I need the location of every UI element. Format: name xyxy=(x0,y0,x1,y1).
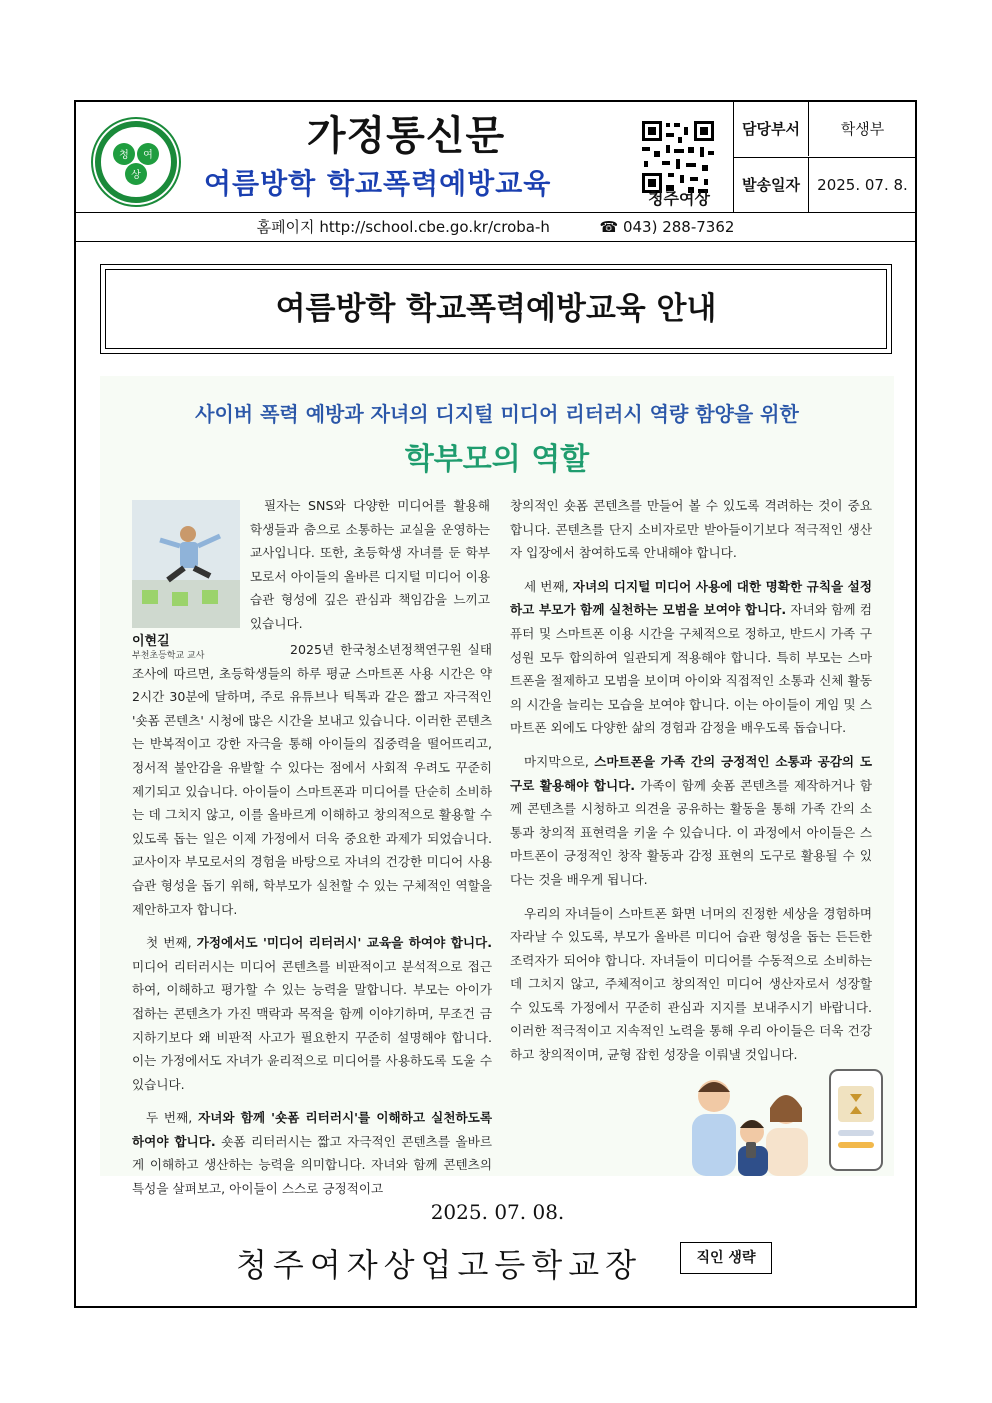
notice-title-box xyxy=(100,264,892,354)
paragraph-conclusion: 우리의 자녀들이 스마트폰 화면 너머의 진정한 세상을 경험하며 자라날 수 있도록, 부모가 올바른 미디어 습관 형성을 돕는 든든한 조력자가 되어야 합니다. 자녀들이 미디어를 수동적으로 소비하는 데 그치지 않고, 주체적이고 창의적인 미디어 생산자로서 성장할 수 있도록 가정에서 꾸준히 관심과 지지를 보내주시기 바랍니다. 이러한 적극적이고 지속적인 노력을 통해 우리 아이들은 더욱 건강하고 창의적이며, 균형 잡힌 성장을 이뤄낼 것입니다. xyxy=(510,905,872,1063)
contact-bar xyxy=(76,213,915,242)
dept-value: 학생부 xyxy=(840,120,885,138)
qr-label: 청주여상 xyxy=(648,189,710,208)
phone-number: 043) 288-7362 xyxy=(622,218,735,236)
homepage-label: 홈페이지 xyxy=(256,218,315,236)
dept-row xyxy=(734,102,916,156)
author-role: 부천초등학교 교사 xyxy=(132,651,205,661)
school-logo-icon xyxy=(90,116,182,208)
footer-date: 2025. 07. 08. xyxy=(430,1200,565,1224)
page-subtitle: 여름방학 학교폭력예방교육 xyxy=(204,167,552,200)
article-subheadline: 학부모의 역할 xyxy=(404,442,590,477)
paragraph-last: 마지막으로, 스마트폰을 가족 간의 긍정적인 소통과 공감의 도구로 활용해야 합니다. 가족이 함께 숏폼 콘텐츠를 제작하거나 함께 콘텐츠를 시청하고 의견을 공유하는 활동을 통해 가족 간의 소통과 창의적 표현력을 키울 수 있습니다. 이 과정에서 아이들은 스마트폰이 긍정적인 창작 활동과 감정 표현의 도구로 활용될 수 있다는 것을 배우게 됩니다. xyxy=(510,753,872,887)
newsletter-frame xyxy=(74,100,917,1308)
phone-icon: ☎ xyxy=(599,218,619,236)
date-label: 발송일자 xyxy=(734,158,809,212)
paragraph-second: 두 번째, 자녀와 함께 '숏폼 리터러시'를 이해하고 실천하도록 하여야 합니다. 숏폼 리터러시는 짧고 자극적인 콘텐츠를 올바르게 이해하고 생산하는 능력을 의미합니다. 자녀와 함께 콘텐츠의 특성을 살펴보고, 아이들이 스스로 긍정적이고 xyxy=(132,1110,493,1197)
paragraph-first: 첫 번째, 가정에서도 '미디어 리터러시' 교육을 하여야 합니다. 미디어 리터러시는 미디어 콘텐츠를 비판적이고 분석적으로 접근하여, 이해하고 평가할 수 있는 능력을 말합니다. 부모는 아이가 접하는 콘텐츠가 가진 맥락과 목적을 함께 이야기하며, 무조건 금지하기보다 왜 비판적 사고가 필요한지 꾸준히 설명해야 합니다. 이는 가정에서도 자녀가 윤리적으로 미디어를 사용하도록 도울 수 있습니다. xyxy=(132,935,492,1092)
notice-title: 여름방학 학교폭력예방교육 안내 xyxy=(105,269,887,349)
paragraph-survey: 2025년 한국청소년정책연구원 실태 조사에 따르면, 초등학생들의 하루 평균 스마트폰 사용 시간은 약 2시간 30분에 달하며, 주로 유튜브나 틱톡과 같은 짧고 자극적인 '숏폼 콘텐츠' 시청에 많은 시간을 보내고 있습니다. 이러한 콘텐츠는 반복적이고 강한 자극을 통해 아이들의 집중력을 떨어뜨리고, 정서적 불안감을 유발할 수 있다는 점에서 사회적 우려도 꾸준히 제기되고 있습니다. 아이들이 스마트폰과 미디어를 단순히 소비하는 데 그치지 않고, 이를 올바르게 이해하고 창의적으로 활용할 수 있도록 돕는 일은 이제 가정에서 더욱 중요한 과제가 되었습니다. 교사이자 부모로서의 경험을 바탕으로 자녀의 건강한 미디어 사용 습관 형성을 돕기 위해, 학부모가 실천할 수 있는 구체적인 역할을 제안하고자 합니다. xyxy=(132,642,492,917)
dept-label: 담당부서 xyxy=(734,102,809,156)
article-column-right xyxy=(510,494,872,1077)
author-name: 이현길 xyxy=(132,634,170,649)
principal-signature: 청주여자상업고등학교장 xyxy=(236,1246,643,1284)
paragraph-second-continued: 창의적인 숏폼 콘텐츠를 만들어 볼 수 있도록 격려하는 것이 중요합니다. 콘텐츠를 단지 소비자로만 받아들이기보다 적극적인 생산자 입장에서 참여하도록 안내해야 합니다. xyxy=(510,498,872,561)
header xyxy=(76,102,915,213)
article-intro: 필자는 SNS와 다양한 미디어를 활용해 학생들과 춤으로 소통하는 교실을 운영하는 교사입니다. 또한, 초등학생 자녀를 둔 학부모로서 아이들의 올바른 디지털 미디어 이용 습관 형성에 깊은 관심과 책임감을 느끼고 있습니다. xyxy=(250,498,490,631)
homepage-link[interactable]: http://school.cbe.go.kr/croba-h xyxy=(319,218,550,236)
date-value: 2025. 07. 8. xyxy=(817,176,908,194)
info-table xyxy=(733,102,916,212)
paragraph-third: 세 번째, 자녀의 디지털 미디어 사용에 대한 명확한 규칙을 설정하고 부모가 함께 실천하는 모범을 보여야 합니다. 자녀와 함께 컴퓨터 및 스마트폰 이용 시간을 구체적으로 정하고, 반드시 가족 구성원 모두 합의하여 일관되게 적용해야 합니다. 특히 부모는 스마트폰을 절제하고 모범을 보이며 아이와 직접적인 소통과 신체 활동의 시간을 늘리는 모습을 보여야 합니다. 이는 아이들이 게임 및 스마트폰 외에도 다양한 삶의 경험과 감정을 배우도록 돕습니다. xyxy=(510,578,872,736)
seal-omitted-box: 직인 생략 xyxy=(680,1242,772,1274)
family-illustration xyxy=(654,1066,894,1176)
logo-char-3: 상 xyxy=(131,170,141,181)
author-photo xyxy=(132,500,240,628)
page-title: 가정통신문 xyxy=(306,113,506,159)
article-headline: 사이버 폭력 예방과 자녀의 디지털 미디어 리터러시 역량 함양을 위한 xyxy=(195,402,799,426)
date-row xyxy=(734,157,916,212)
logo-char-2: 여 xyxy=(143,150,153,161)
article-column-left xyxy=(132,638,492,1211)
logo-char-1: 청 xyxy=(119,150,129,161)
article xyxy=(100,376,894,1197)
